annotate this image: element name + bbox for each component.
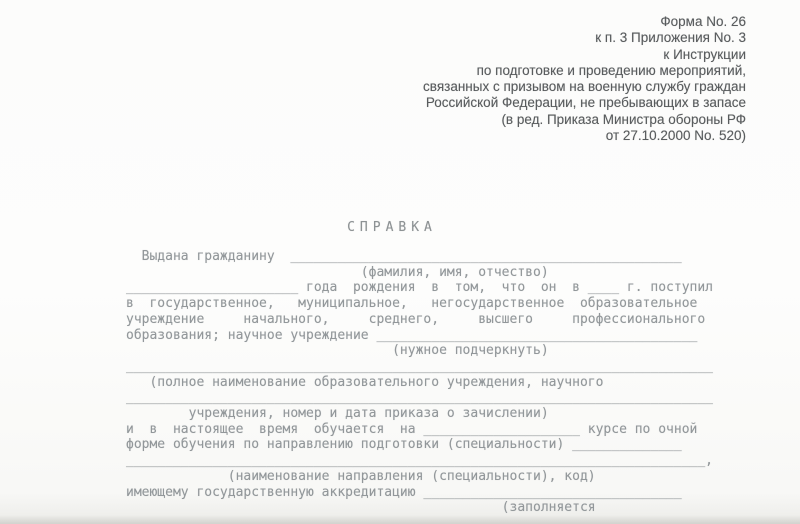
header-line: связанных с призывом на военную службу граждан [423, 79, 746, 95]
header-line: от 27.10.2000 No. 520) [605, 128, 746, 144]
scan-edge-shadow [0, 515, 800, 524]
body-line: __________________________________________________________________________, [126, 453, 713, 469]
body-line: ______________________ года рождения в том, что он в ____ г. поступил [126, 280, 713, 296]
header-line: к п. 3 Приложения No. 3 [595, 30, 746, 46]
header-line: Российской Федерации, не пребывающих в запасе [425, 95, 746, 111]
body-line: ___________________________________________________________________________ [126, 358, 713, 374]
header-line: Форма No. 26 [660, 14, 746, 29]
body-line: (полное наименование образовательного учреждения, научного [126, 374, 604, 390]
body-line: и в настоящее время обучается на ____________________ курсе по очной [126, 421, 698, 437]
body-line: имеющему государственную аккредитацию _________________________________ [126, 484, 682, 500]
header-line: (в ред. Приказа Министра обороны РФ [501, 111, 746, 127]
document-body [126, 249, 713, 516]
body-line: образования; научное учреждение _________________________________________ [126, 327, 698, 343]
body-line: учреждение начального, среднего, высшего профессионального [126, 311, 706, 327]
form-reference-header [423, 14, 746, 144]
body-line: (фамилия, имя, отчество) [126, 264, 549, 280]
body-line: учреждения, номер и дата приказа о зачислении) [126, 406, 549, 422]
body-line: Выдана гражданину __________________________________________________ [126, 249, 682, 264]
body-line: (нужное подчеркнуть) [126, 343, 549, 359]
body-line: форме обучения по направлению подготовки (специальности) ______________ [126, 437, 682, 453]
body-line: (наименование направления (специальности), код) [126, 468, 596, 484]
header-line: по подготовке и проведению мероприятий, [476, 62, 746, 78]
body-line: ___________________________________________________________________________ [126, 390, 713, 406]
header-line: к Инструкции [663, 46, 746, 62]
body-line: в государственное, муниципальное, негосударственное образовательное [126, 296, 698, 312]
body-line: (заполняется [126, 500, 596, 516]
document-title: СПРАВКА [347, 220, 437, 235]
